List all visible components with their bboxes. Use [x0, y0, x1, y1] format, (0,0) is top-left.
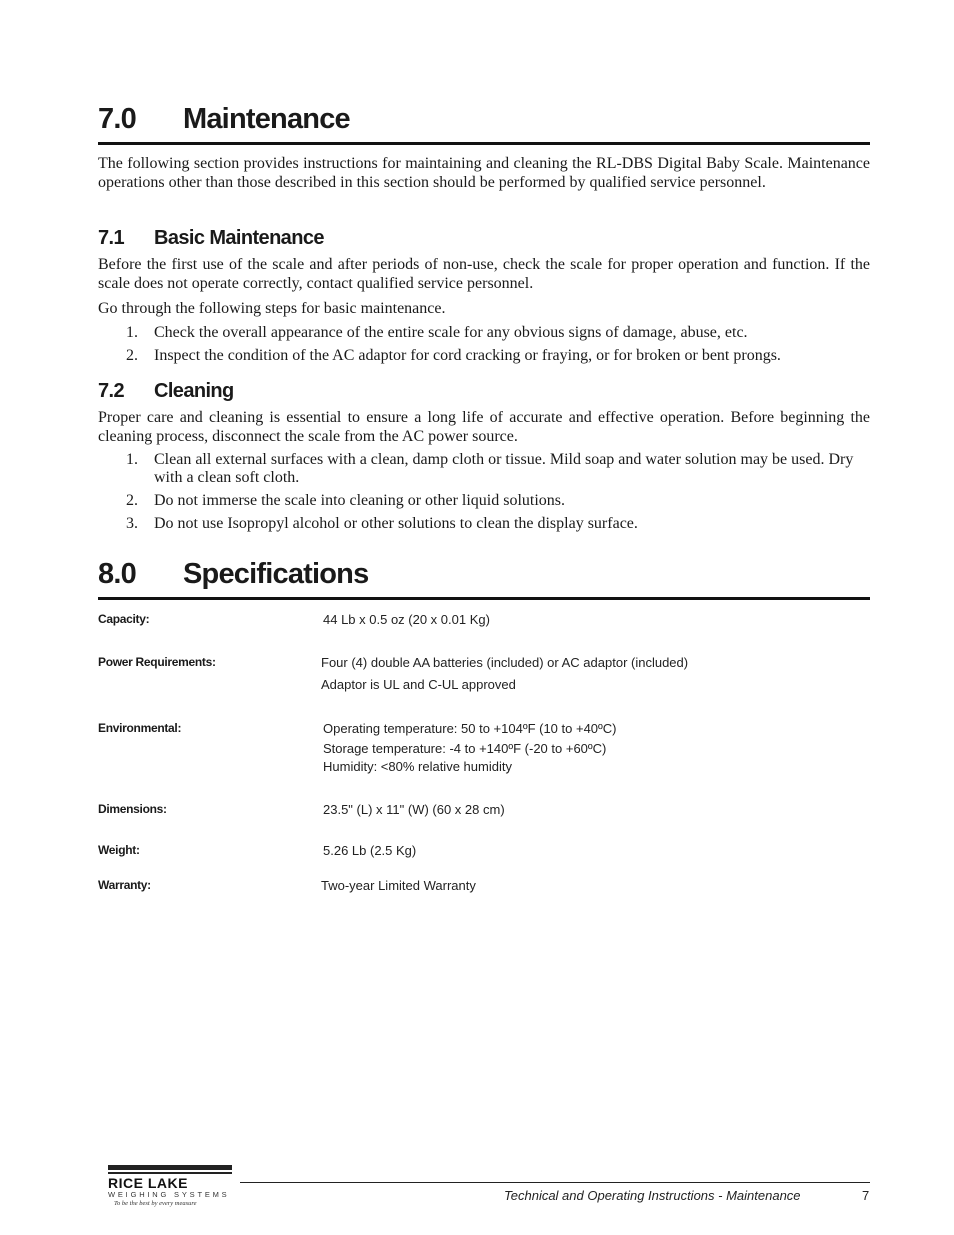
list-number: 1. — [126, 451, 138, 468]
list-text: Inspect the condition of the AC adaptor for cord cracking or fraying, or for broken or bent prongs. — [154, 347, 781, 364]
subsection-number: 7.1 — [98, 227, 125, 249]
section-heading-maintenance — [98, 100, 870, 145]
spec-label-dimensions: Dimensions: — [98, 802, 167, 816]
spec-value-dimensions: 23.5" (L) x 11" (W) (60 x 28 cm) — [323, 802, 505, 817]
spec-value-environmental-3: Humidity: <80% relative humidity — [323, 759, 512, 774]
basic-maintenance-steps-intro: Go through the following steps for basic maintenance. — [98, 300, 446, 317]
spec-value-environmental-1: Operating temperature: 50 to +104ºF (10 to +40ºC) — [323, 721, 617, 736]
subsection-title: Cleaning — [154, 380, 234, 402]
footer-title: Technical and Operating Instructions - Maintenance — [504, 1188, 801, 1203]
list-number: 3. — [126, 515, 138, 532]
logo-brand: RICE LAKE — [108, 1175, 188, 1191]
maintenance-intro: The following section provides instructions for maintaining and cleaning the RL-DBS Digital Baby Scale. Maintenance operations other than those described in this section should be performed by qualified service personnel. — [98, 155, 870, 191]
logo-subtitle: WEIGHING SYSTEMS — [108, 1190, 230, 1199]
spec-value-environmental-2: Storage temperature: -4 to +140ºF (-20 to +60ºC) — [323, 741, 607, 756]
subsection-number: 7.2 — [98, 380, 125, 402]
subsection-title: Basic Maintenance — [154, 227, 324, 249]
list-number: 2. — [126, 347, 138, 364]
spec-value-capacity: 44 Lb x 0.5 oz (20 x 0.01 Kg) — [323, 612, 490, 627]
spec-value-warranty: Two-year Limited Warranty — [321, 878, 476, 893]
spec-value-weight: 5.26 Lb (2.5 Kg) — [323, 843, 417, 858]
list-text: Clean all external surfaces with a clean, damp cloth or tissue. Mild soap and water solution may be used. Dry with a clean soft cloth. — [154, 451, 854, 486]
list-text: Do not use Isopropyl alcohol or other solutions to clean the display surface. — [154, 515, 638, 532]
rice-lake-logo — [108, 1165, 234, 1213]
list-text: Check the overall appearance of the entire scale for any obvious signs of damage, abuse, etc. — [154, 324, 748, 341]
page-number: 7 — [862, 1188, 870, 1203]
cleaning-para: Proper care and cleaning is essential to ensure a long life of accurate and effective operation. Before beginning the cleaning process, disconnect the scale from the AC power source. — [98, 409, 870, 445]
list-number: 1. — [126, 324, 138, 341]
spec-label-environmental: Environmental: — [98, 721, 182, 735]
logo-bar — [108, 1172, 232, 1174]
spec-label-warranty: Warranty: — [98, 878, 151, 892]
logo-tagline: To be the best by every measure — [114, 1200, 197, 1207]
section-title: Maintenance — [183, 103, 350, 135]
section-heading-specifications — [98, 555, 870, 600]
spec-label-weight: Weight: — [98, 843, 140, 857]
list-number: 2. — [126, 492, 138, 509]
spec-value-power-1: Four (4) double AA batteries (included) or AC adaptor (included) — [321, 655, 689, 670]
section-title: Specifications — [183, 558, 369, 590]
list-text: Do not immerse the scale into cleaning or other liquid solutions. — [154, 492, 566, 509]
logo-bar — [108, 1165, 232, 1170]
section-number: 8.0 — [98, 558, 136, 590]
spec-label-capacity: Capacity: — [98, 612, 150, 626]
section-number: 7.0 — [98, 103, 136, 135]
footer-divider — [240, 1182, 870, 1183]
spec-label-power: Power Requirements: — [98, 655, 216, 669]
basic-maintenance-para: Before the first use of the scale and after periods of non-use, check the scale for proper operation and function. If the scale does not operate correctly, contact qualified service personnel. — [98, 256, 870, 292]
spec-value-power-2: Adaptor is UL and C-UL approved — [321, 677, 516, 692]
